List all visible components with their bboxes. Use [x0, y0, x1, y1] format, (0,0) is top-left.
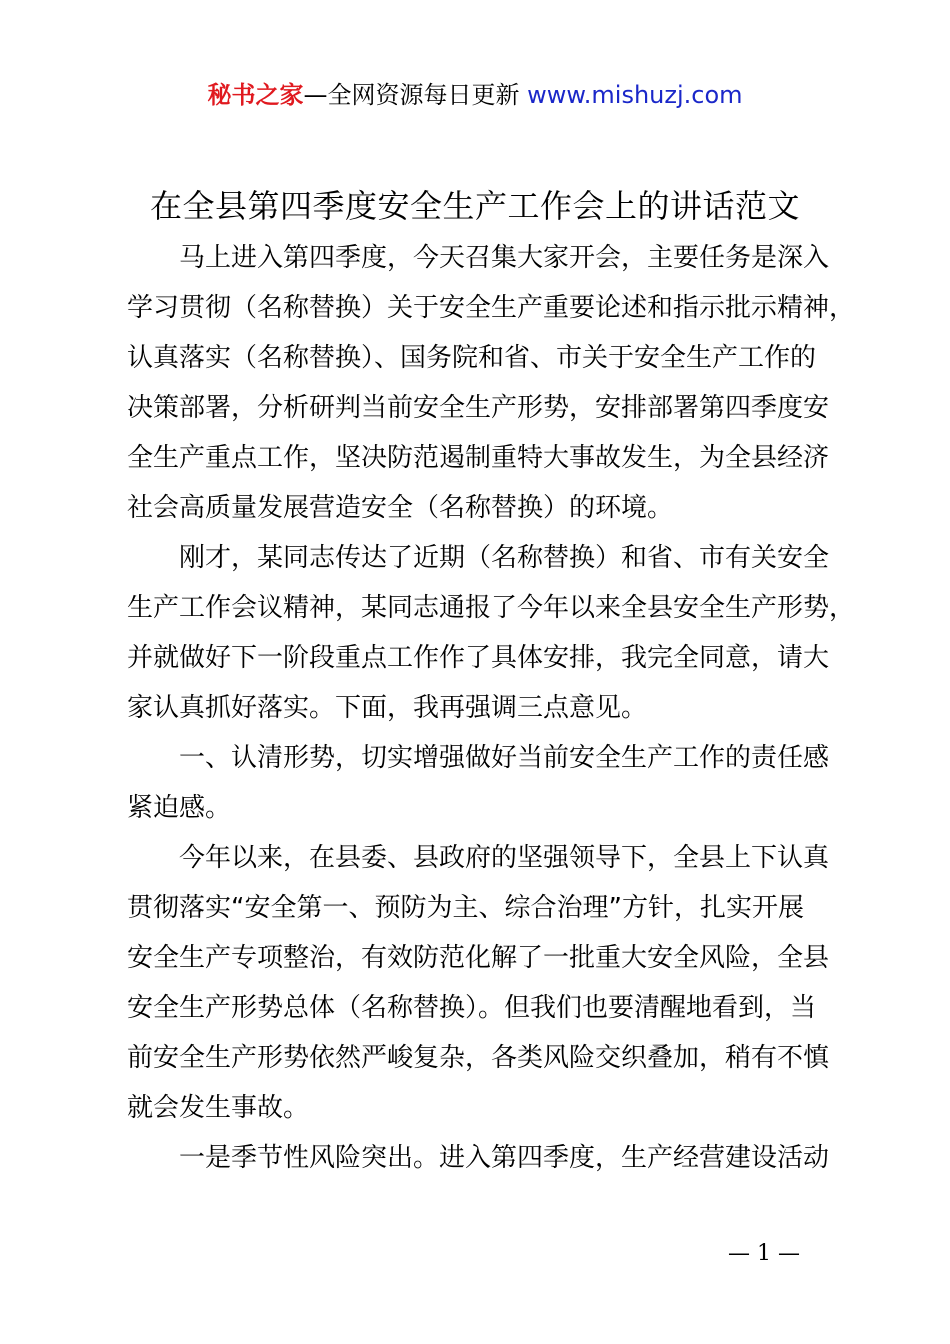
text-line: 前安全生产形势依然严峻复杂，各类风险交织叠加，稍有不慎	[127, 1043, 830, 1073]
site-header	[0, 78, 950, 112]
text-line: 认真落实（名称替换）、国务院和省、市关于安全生产工作的	[127, 343, 817, 373]
text-line: 全生产重点工作，坚决防范遏制重特大事故发生，为全县经济	[127, 443, 830, 473]
brand-name: 秘书之家	[207, 81, 304, 109]
section-heading-line: 一、认清形势，切实增强做好当前安全生产工作的责任感	[179, 743, 830, 773]
text-line: 生产工作会议精神，某同志通报了今年以来全县安全生产形势，	[127, 593, 856, 623]
text-line: 家认真抓好落实。下面，我再强调三点意见。	[127, 693, 648, 723]
text-line: 今年以来，在县委、县政府的坚强领导下，全县上下认真	[179, 843, 830, 873]
text-line: 贯彻落实“安全第一、预防为主、综合治理”方针，扎实开展	[127, 893, 804, 923]
document-title: 在全县第四季度安全生产工作会上的讲话范文	[149, 187, 800, 225]
text-line: 安全生产形势总体（名称替换）。但我们也要清醒地看到，当	[127, 993, 817, 1023]
text-line: 决策部署，分析研判当前安全生产形势，安排部署第四季度安	[127, 393, 830, 423]
text-line: 学习贯彻（名称替换）关于安全生产重要论述和指示批示精神，	[127, 293, 856, 323]
site-url-link[interactable]: www.mishuzj.com	[527, 81, 743, 109]
header-tagline: —全网资源每日更新	[303, 81, 528, 109]
page-number: — 1 —	[728, 1241, 800, 1266]
text-line: 刚才，某同志传达了近期（名称替换）和省、市有关安全	[179, 543, 830, 573]
text-line: 马上进入第四季度，今天召集大家开会，主要任务是深入	[179, 243, 830, 273]
text-line: 就会发生事故。	[127, 1093, 310, 1123]
text-line: 安全生产专项整治，有效防范化解了一批重大安全风险，全县	[127, 943, 830, 973]
document-body	[127, 233, 856, 1183]
text-line: 并就做好下一阶段重点工作作了具体安排，我完全同意，请大	[127, 643, 830, 673]
section-heading-line: 紧迫感。	[127, 793, 232, 823]
text-line: 一是季节性风险突出。进入第四季度，生产经营建设活动	[179, 1143, 830, 1173]
text-line: 社会高质量发展营造安全（名称替换）的环境。	[127, 493, 674, 523]
